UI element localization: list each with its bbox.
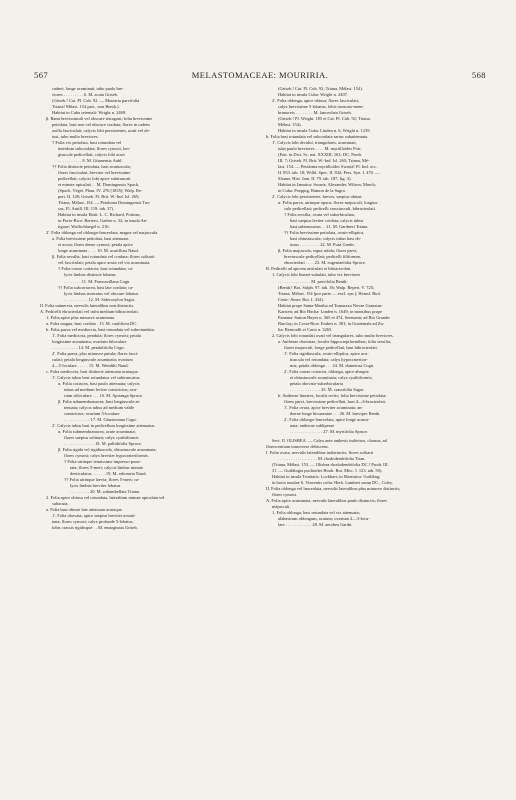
text-line: Triana, Mélast. 154. — Petaloma Domingensis Tus-	[58, 200, 151, 206]
text-line: 2. Folia apice obtusa vel rotundata, lateralium minute apiculata vel	[46, 495, 165, 501]
text-line: Mélast. 154).	[278, 122, 302, 128]
text-line: et obtusiuscule acuminata; calyx cyathiformis;	[290, 374, 373, 380]
text-line: b. Antherae lineares, loculis rectis; folia brevissime petiolata;	[278, 392, 387, 398]
text-line: lycis limbus truncatus vel obscure lobatus	[64, 290, 139, 296]
running-header	[34, 70, 486, 84]
text-line: β. Folia sessilia, basi rotundata vel cordata; flores solitarii	[52, 254, 155, 260]
text-line: 31. — Guildingia psidioides Hook. Bot. Misc. I. 123. tab. 50).	[272, 467, 383, 473]
text-line: basi obtusiuscula; calycis tubus basi ob-	[290, 236, 362, 242]
text-line: vel fasciculati; petala apice acuta vel vix acuminata.	[58, 260, 151, 266]
text-line: 2. Calycis lobi rotundati ovati vel triangulares, tubo multo breviores.	[272, 332, 394, 338]
text-line: b. Folia parva vel mediocria, basi rotundata vel subrotundata.	[46, 326, 155, 332]
text-line: III. 7; Griseb. Fl. Brit. W.-Ind. Isl. 265; Triana, Mé-	[278, 158, 370, 164]
text-line: 1'. Folia rigidiuscula, ovato-elliptica, apice acu-	[284, 350, 369, 356]
text-line: Habitat in insula Cuba: Linden n. 6, Wright n. 1239.	[278, 128, 371, 134]
text-line: 1. Calycis lobi lineari-subulati, tubo vix breviores	[272, 272, 361, 278]
text-line: rium triloculare . . . 16. M. Apiranga Spruce.	[64, 392, 144, 398]
text-line: calyx brevissime 5-lobatus, lobis truncato-mem-	[278, 104, 364, 110]
text-line: petala obovato-suborbicularia	[290, 380, 343, 386]
text-line: majusculi.	[272, 504, 291, 510]
text-line: . . . . . . . . . . . . . . 18. M. pallidifolia Spruce.	[64, 440, 142, 446]
text-line: 1'. Calycis tubus basi rotundatus vel subtruncatus.	[52, 374, 141, 380]
text-line: et minute apiculati . . M. Domingensis Spach.	[58, 182, 140, 188]
text-line: longe acuminata . . . . 10. M. acutiflora Naud.	[58, 248, 139, 254]
text-line: †† Folia utrinque laevia; flores 5-meri; ca-	[64, 477, 140, 483]
text-line: II. 853. tab. 18; Willd. Spec. II. 842; Pers. Syn. I. 470. —	[278, 170, 380, 176]
text-line: Habitat in Cuba orientali: Wright n. 2469.	[52, 110, 127, 116]
text-line: nata; flores cymosi; calyx profunde 5-lobatus,	[52, 519, 134, 525]
text-line: c. Folia mediocria, basi distincte attenuata acutaque.	[46, 368, 139, 374]
text-line: in Cuba: Poeppig, Ramon de la Sagra.	[278, 188, 346, 194]
text-line: 2'. Folia oblongo-lanceolata, apice longe acumi-	[284, 416, 370, 422]
text-line: tata; flores 5-meri; calycis limbus minute	[70, 464, 144, 470]
text-line: β. Folia submembranacea, basi longiuscule at-	[58, 398, 141, 404]
text-line: 1'. Calycis lobi deciduí, triangulares, acuminati,	[272, 140, 357, 146]
text-line: Sloane, Hist. Jam. II. 79. tab. 187, fig. 3).	[278, 176, 352, 182]
text-line: (Griseb.! Pl. Wright. 185 et Cat. Pl. Cub. 92; Triana,	[278, 116, 371, 122]
text-line: tubus ad medium leviter constrictus; ova-	[64, 386, 138, 392]
text-line: cule pedicellati; pedicelli crassiusculi, bibracteolati.	[284, 206, 376, 212]
text-line: (Poir. in Dict. Sc. nat. XXXIII. 163; DC. Prodr.	[278, 152, 362, 158]
text-line: b. Folia basi rotundata vel subcordata rarius subattenuata.	[266, 134, 369, 140]
text-line: 1'. Folia ovata, apice breviter acuminata; an-	[284, 404, 363, 410]
text-line: in Porto-Rico: Bertero, Garber n. 32; in insula An-	[58, 218, 148, 224]
text-line: flores fasciculati, breviter vel brevissime	[58, 170, 131, 176]
text-line: giuscule pedicellati; calycis lobi acuti	[58, 152, 125, 158]
text-line: lycis limbus breviter lobatus	[70, 483, 121, 489]
text-line: 1'. Folia mediocria, pendula; flores cymosi; petala	[52, 332, 141, 338]
left-text-column	[40, 86, 254, 531]
text-line: Karsten; ad Rio Hacha: Linden n. 1649; in montibus prope	[278, 308, 383, 314]
text-line: Triana, Mélast. 154 [pro parte — excl. syn.]; Hemsl. Biol.	[278, 290, 381, 296]
text-line: a. Folia magna, basi cordata . 13. M. caulifiora DC.	[46, 320, 138, 326]
text-line: . . . . . . . . . . . . . . . M. parvifolia Benth.	[278, 278, 348, 284]
text-line: tusi, tubo multo breviores.	[52, 134, 99, 140]
text-line: lobis crassis rigidisque . . M. emarginata Griseb.	[52, 525, 138, 531]
text-line: † Folia vix petiolata, basi rotundata vel	[52, 140, 122, 146]
text-line: 2'. Folia oblonga vel oblongo-lanceolata, magna vel majuscula.	[46, 230, 159, 236]
text-line: Habitat in insula Cuba: Wright n. 2407.	[278, 92, 348, 98]
text-line: ebracteolati . . . . 23. M. eugeniaefolia Spruce.	[284, 260, 366, 266]
text-line: 1. Folia apice plus minusve acuminata.	[46, 314, 116, 320]
text-line: (Benth.! Bot. Sulph. 97. tab. 36; Walp. Repert. V. 725;	[278, 284, 375, 290]
text-line: Centr.-Amer. Bot. I. 434).	[278, 296, 324, 302]
text-line: tiuscula vel rotundata; calyx hypocrateriior-	[290, 356, 368, 362]
text-line: basi saepius leviter cordata; calycis tubus	[290, 218, 364, 224]
text-line: . . . . . . . . . . . . . . 25. M. crassifolia Sagot.	[290, 386, 365, 392]
text-line: Barclay; in Costa-Rica: Endres n. 381; in Guatemala ad Zu-	[278, 320, 385, 326]
text-line: . . . . . . . . . . . . 14. M. pendulifolia Cogn.	[52, 344, 125, 350]
text-line: longissime acuminata; ovarium biloculare	[52, 338, 127, 344]
text-line: β. Rami brevissimuli vel obscure tetragoni; folia brevissime	[46, 116, 153, 122]
text-line: II. Folia oblonga vel lanceolata, nervulis lateralibus plus minusve distinctis;	[266, 486, 401, 492]
text-line: flores cymosi.	[272, 492, 298, 498]
text-line: alabastrum oblongum, acutum; ovarium 2—3-locu-	[278, 516, 370, 522]
text-line: a. Folia brevissime petiolata, basi attenuata	[52, 236, 129, 242]
text-line: therae longe bicuneatae . . . 26. M. brevipes Benth.	[290, 410, 381, 416]
right-text-column	[266, 86, 480, 528]
text-line: I. Folia ovata, nervulis lateralibus indistinctis; flores solitarii	[266, 449, 374, 455]
text-line: lare . . . . . . . . . . . . 28. M. aerobea Gardn.	[278, 522, 353, 528]
text-line: (Spach, Végét. Phan. IV. 276 [1835]; Walp. Re-	[58, 188, 143, 194]
text-line: β. Folia majuscula, supra nitida; flores parvi,	[278, 248, 358, 254]
text-line: Habitat in insula Trinitatis: Lockhart; in Martinica: Guilding;	[272, 474, 381, 479]
text-line: (Triana, Mélast. 153. — Olisbea rhododendrifolia DC.! Prodr. III.	[272, 461, 389, 467]
right-page-number: 568	[471, 70, 486, 80]
text-line: 1. Folia oblonga, basi rotundata vel vix attenuata;	[272, 510, 360, 516]
left-page-number: 567	[34, 70, 49, 80]
text-line: interdum subcordata; flores cymosi, lon-	[58, 146, 131, 152]
text-line: viores . . . . . . . . . 6. M. acuta Griseb.	[52, 92, 118, 98]
text-line: flores parvi, brevissime pedicellati, basi 4—6-bracteolati.	[284, 398, 387, 404]
text-line: Habitat in Jamaica: Swartz, Alexander, Wilson, March;	[278, 182, 376, 188]
text-line: et acuta; flores dense cymosi; petala apice	[58, 242, 133, 248]
text-line: breviuscule pedicellati; pedicelli filiformes,	[284, 254, 362, 260]
text-line: flores saepius solitarii; calyx cyathiformis	[64, 434, 139, 440]
text-line: A. Pedicelli ebracteolati vel infra medium bibracteolati.	[40, 308, 139, 314]
text-line: (Griseb.! Cat. Pl. Cub. 92. — Mouriria parvifolia	[52, 98, 140, 104]
text-line: A. Folia apice acuminata, nervulis lateralibus paulo distinctis; flores	[266, 498, 388, 504]
text-line: tusus . . . . . . . . . 22. M. Pusa Gardn.	[290, 242, 355, 248]
text-line: axilla fasciculati; calycis lobi persistentes, acuti vel ob-	[52, 128, 151, 134]
text-line: . . . . . . . . . . . 8. M. Gitanensis Aubl.	[58, 158, 123, 164]
text-line: . . . . . . . . . . . . . . . 27. M. myriifolia Spruce.	[290, 428, 369, 434]
text-line: 2'. Folia crasse coriacea, oblonga, apice abrupte	[284, 368, 369, 374]
text-line: α. Folia submembranacea, acute acuminata;	[58, 428, 136, 434]
text-line: †† Folia distincte petiolata, basi acutiuscula;	[52, 164, 131, 170]
text-line: pedicellati; calycis lobi apice subtruncati	[58, 176, 131, 182]
text-line: † Folia sessilia, ovata vel suborbiculata,	[284, 212, 355, 218]
text-line: a. Antherae obovatae, loculis hippocrepiformibus; folia sessilia;	[278, 338, 392, 344]
text-line: Sect. II. OLISBEA. — Calyx ante anthesis indivisus, clausus, ad	[272, 437, 387, 443]
text-line: . . . . . . . . . . . . . . . . . . M. rhododendrifolia Trian.	[278, 455, 366, 461]
text-line: lycis limbus distincte lobatus	[64, 272, 116, 278]
text-line: culati; petala longiuscule acuminata; ovarium	[52, 356, 133, 362]
text-line: 2'. Calycis lobi persistentes, breves, saepius obtusi.	[272, 194, 363, 200]
running-title: MELASTOMACEAE: MOURIRIA.	[191, 70, 329, 80]
text-line: Habitat prope Santa-Martha ad Tumaraxa Novae Granatae:	[278, 302, 383, 308]
text-line: a. Folia basi obtuse late attenuata acutaque.	[46, 507, 123, 513]
text-line: tubo paulo breviores . . . . M. myrtilloides Poir.	[278, 146, 362, 152]
text-line: Panama: Sutton Hayes n. 365 et 474, Seemann; ad Rio Grande:	[278, 314, 391, 320]
text-line: lia: Bernoulli et Cario n. 3265.	[278, 326, 333, 332]
text-line: 2'. Calycis tubus basi in pedicellum longissime attenuatus.	[52, 422, 156, 428]
text-line: flores majusculi, longe pedicellati, basi bibracteolati.	[284, 344, 378, 350]
text-line: 1'. Folia obovata, apice saepius breviter acumi-	[52, 513, 136, 519]
text-line: tenuata; calycis tubus ad medium valde	[64, 404, 134, 410]
text-line: . . . . . . . . 11. M. Francavillana Cogn.	[64, 278, 131, 284]
text-line: 4—5-loculare . . . . . 15. M. Wendtlii Naud.	[52, 362, 129, 368]
text-line: . . . . . . . . . . . 12. M. Sideroxylon Sagot.	[64, 296, 136, 302]
text-line: petiolata, basi non vel obscure cordata; flores in cadem	[52, 122, 150, 128]
text-line: florescentiam transverse dehiscens.	[266, 443, 329, 449]
text-line: β. Folia rigida vel rigidiuscula, obtusiuscule acuminata;	[58, 446, 157, 452]
text-line: tiguae: Wullschlaegel n. 216.	[58, 224, 110, 230]
text-line: † Folia utrinque tenuissime impresso-punc-	[64, 458, 142, 464]
text-line: nata; antherae subliperae	[290, 422, 335, 428]
text-line: Habitat in insula Haiti: L. C. Richard, Poiteau;	[58, 212, 141, 218]
text-line: †† Folia brevissime petiolata, ovato-elliptica,	[284, 230, 365, 236]
text-line: α. Folia coriacea, basi paulo attenuata; calycis	[58, 380, 140, 386]
text-line: 2'. Folia parva, plus minusve patula; flores fasci-	[52, 350, 139, 356]
text-line: subacuta.	[52, 501, 69, 507]
text-line: . . . . . . . . . . . . 17. M. Glaziouiana Cogn.	[64, 416, 137, 422]
text-line: cadnei, longe acuminati, tubo paulo bre-	[52, 86, 124, 91]
text-line: †† Folia subcoriacea, basi late cordata; ca-	[58, 284, 134, 290]
text-line: in horto insulae S. Vincentis culta: Herb. Lambert sumn DC., Coley.	[272, 480, 394, 486]
text-line: α. Folia parva, utrinque opaca; flores majusculi, longius-	[278, 200, 379, 206]
text-line: constrictus; ovarium 5-loculare	[64, 410, 120, 416]
text-line: (Griseb.! Cat. Pl. Cub. 92; Triana, Mélast. 154).	[278, 86, 363, 91]
text-line: II. Folia uninervia, nervulis lateralibus non distinctis.	[40, 302, 135, 308]
text-line: last. 154. — Petaloma myrtilloides Swartz! Fl. Ind. occ.	[278, 164, 378, 170]
text-line: B. Pedicelli ad apicem articulati et bibracteolati.	[266, 266, 352, 272]
text-line: mis; petala oblonga . . . 24. M. dumetosa Cogn.	[290, 362, 375, 368]
text-line: basi subtruncatus . . 21. M. Gardneri Triana.	[290, 224, 369, 230]
text-line: 2'. Folia oblonga, apice obtusa; flores fasciculati;	[272, 98, 360, 104]
text-line: Triana! Milast. 154 part., non Benth.).	[52, 104, 120, 110]
text-line: . . . . . . . . . 20. M. subumbellata Triana.	[70, 489, 141, 495]
text-line: denticulatus . . . . . . 19. M. arboraria Naud.	[70, 471, 147, 476]
text-line: branaceis . . . . . . . . M. lanceolata Griseb.	[278, 110, 352, 116]
text-line: pert. II. 149; Griseb. Fl. Brit. W.-Ind. Isl. 265;	[58, 194, 140, 200]
text-line: flores cymosi; calyx breviter hypocrateriformis.	[64, 452, 149, 458]
text-line: † Folia crasse coriacea, basi rotundata; ca-	[58, 266, 134, 272]
text-line: sac, Fl. Antill. III. 119. tab. 37).	[58, 206, 115, 212]
